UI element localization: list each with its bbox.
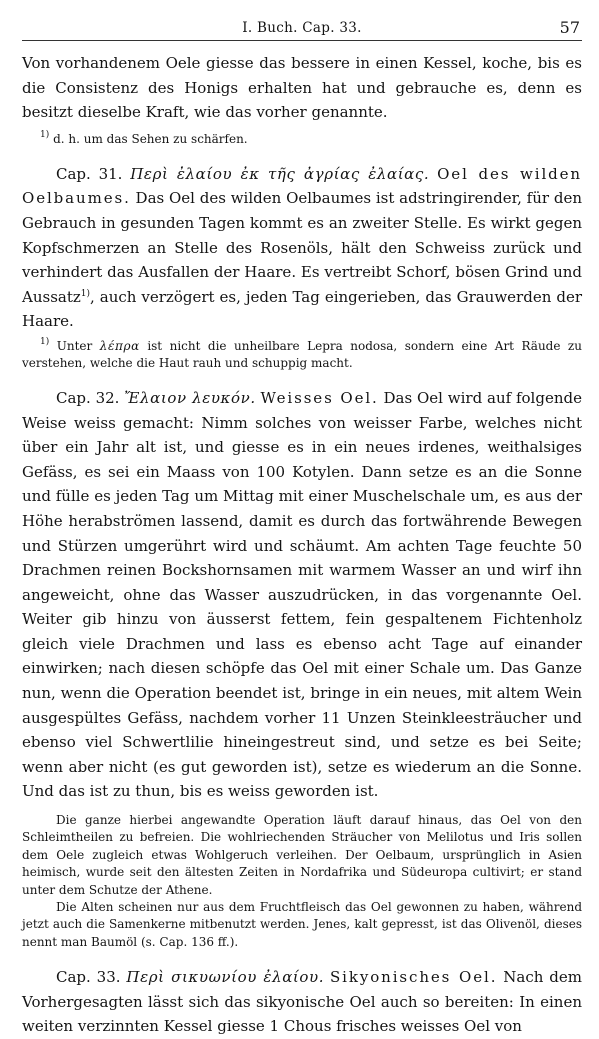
chapter-label: Cap. 31. <box>56 164 123 183</box>
chapter-31-footnote <box>22 338 582 372</box>
footnote-marker: 1) <box>40 336 50 347</box>
greek-title: Ἔλαιον λευκόν. <box>124 388 256 407</box>
chapter-label: Cap. 33. <box>56 968 121 987</box>
intro-footnote <box>22 131 582 148</box>
footnote-marker: 1) <box>80 288 91 299</box>
chapter-32-note-2: Die Alten scheinen nur aus dem Fruchtfleisch das Oel gewonnen zu haben, während jetzt auch die Samenkerne mitbenutzt werden. Jenes, kalt gepresst, ist das Olivenöl, dieses nennt man Baumöl (s. Cap. 136 ff.). <box>22 900 582 949</box>
footnote-greek: λέπρα <box>99 338 140 353</box>
book-page <box>22 10 582 1039</box>
chapter-33 <box>22 965 582 1039</box>
chapter-text: Das Oel wird auf folgende Weise weiss gemacht: Nimm solches von weisser Farbe, welches nicht über ein Jahr alt ist, und giesse es in ein neues irdenes, weithalsiges Gefäss, es sei ein Maass von 100 Kotylen. Dann setze es an die Sonne und fülle es jeden Tag um Mittag mit einer Muschelschale um, es aus der Höhe herabströmen lassend, damit es durch das fortwährende Bewegen und Stürzen umgerührt wird und schäumt. Am achten Tage feuchte 50 Drachmen reinen Bockshornsamen mit warmem Wasser an und wirf ihn angeweicht, ohne das Wasser auszudrücken, in das vorgenannte Oel. Weiter gib hinzu von äusserst fettem, fein gespaltenem Fichtenholz gleich viele Drachmen und lass es ebenso acht Tage auf einander einwirken; nach diesen schöpfe das Oel mit einer Schale um. Das Ganze nun, wenn die Operation beendet ist, bringe in ein neues, mit altem Wein ausgespültes Gefäss, nachdem vorher 11 Unzen Steinkleesträucher und ebenso viel Schwertlilie hineingestreut sind, und setze es bei Seite; wenn aber nicht (es gut geworden ist), setze es wiederum an die Sonne. Und das ist zu thun, bis es weiss geworden ist. <box>22 388 582 801</box>
intro-paragraph: Von vorhandenem Oele giesse das bessere in einen Kessel, koche, bis es die Consistenz des Honigs erhalten hat und gebrauche es, denn es besitzt dieselbe Kraft, wie das vorher genannte. <box>22 54 582 122</box>
page-number: 57 <box>559 18 580 37</box>
chapter-32-note-1: Die ganze hierbei angewandte Operation läuft darauf hinaus, das Oel von den Schleimtheilen zu befreien. Die wohlriechenden Sträucher von Melilotus und Iris sollen dem Oele zugleich etwas Wohlgeruch verleihen. Der Oelbaum, ursprünglich in Asien heimisch, wurde seit den ältesten Zeiten in Nordafrika und Südeuropa cultivirt; er stand unter dem Schutze der Athene. <box>22 813 582 897</box>
greek-title: Περὶ ἐλαίου ἐκ τῆς ἀγρίας ἐλαίας. <box>130 164 430 183</box>
chapter-text: Das Oel des wilden Oelbaumes ist adstringirender, für den Gebrauch in gesunden Tagen kommt es an zweiter Stelle. Es wirkt gegen Kopfschmerzen an Stelle des Rosenöls, hält den Schweiss zurück und verhindert das Ausfallen der Haare. Es vertreibt Schorf, bösen Grind und Aussatz <box>22 189 582 306</box>
chapter-title: Weisses Oel. <box>260 388 379 407</box>
chapter-32 <box>22 386 582 804</box>
footnote-text-post: ist nicht die unheilbare Lepra nodosa, sondern eine Art Räude zu verstehen, welche die Haut rauh und schuppig macht. <box>22 338 582 370</box>
running-head: I. Buch. Cap. 33. <box>242 20 362 36</box>
chapter-label: Cap. 32. <box>56 388 120 407</box>
footnote-marker: 1) <box>40 129 50 140</box>
greek-title: Περὶ σικυωνίου ἐλαίου. <box>126 968 325 987</box>
chapter-text: Nach dem Vorhergesagten lässt sich das sikyonische Oel auch so bereiten: In einen weiten verzinnten Kessel giesse 1 Chous frisches weisses Oel von <box>22 968 582 1036</box>
chapter-title: Sikyonisches Oel. <box>330 968 498 987</box>
chapter-31 <box>22 162 582 334</box>
page-header <box>22 10 582 41</box>
chapter-text-end: , auch verzögert es, jeden Tag eingerieben, das Grauwerden der Haare. <box>22 287 582 331</box>
footnote-text-pre: Unter <box>56 338 93 353</box>
chapter-title: Oel des wilden Oelbaumes. <box>22 164 582 208</box>
footnote-text: d. h. um das Sehen zu schärfen. <box>53 131 248 146</box>
